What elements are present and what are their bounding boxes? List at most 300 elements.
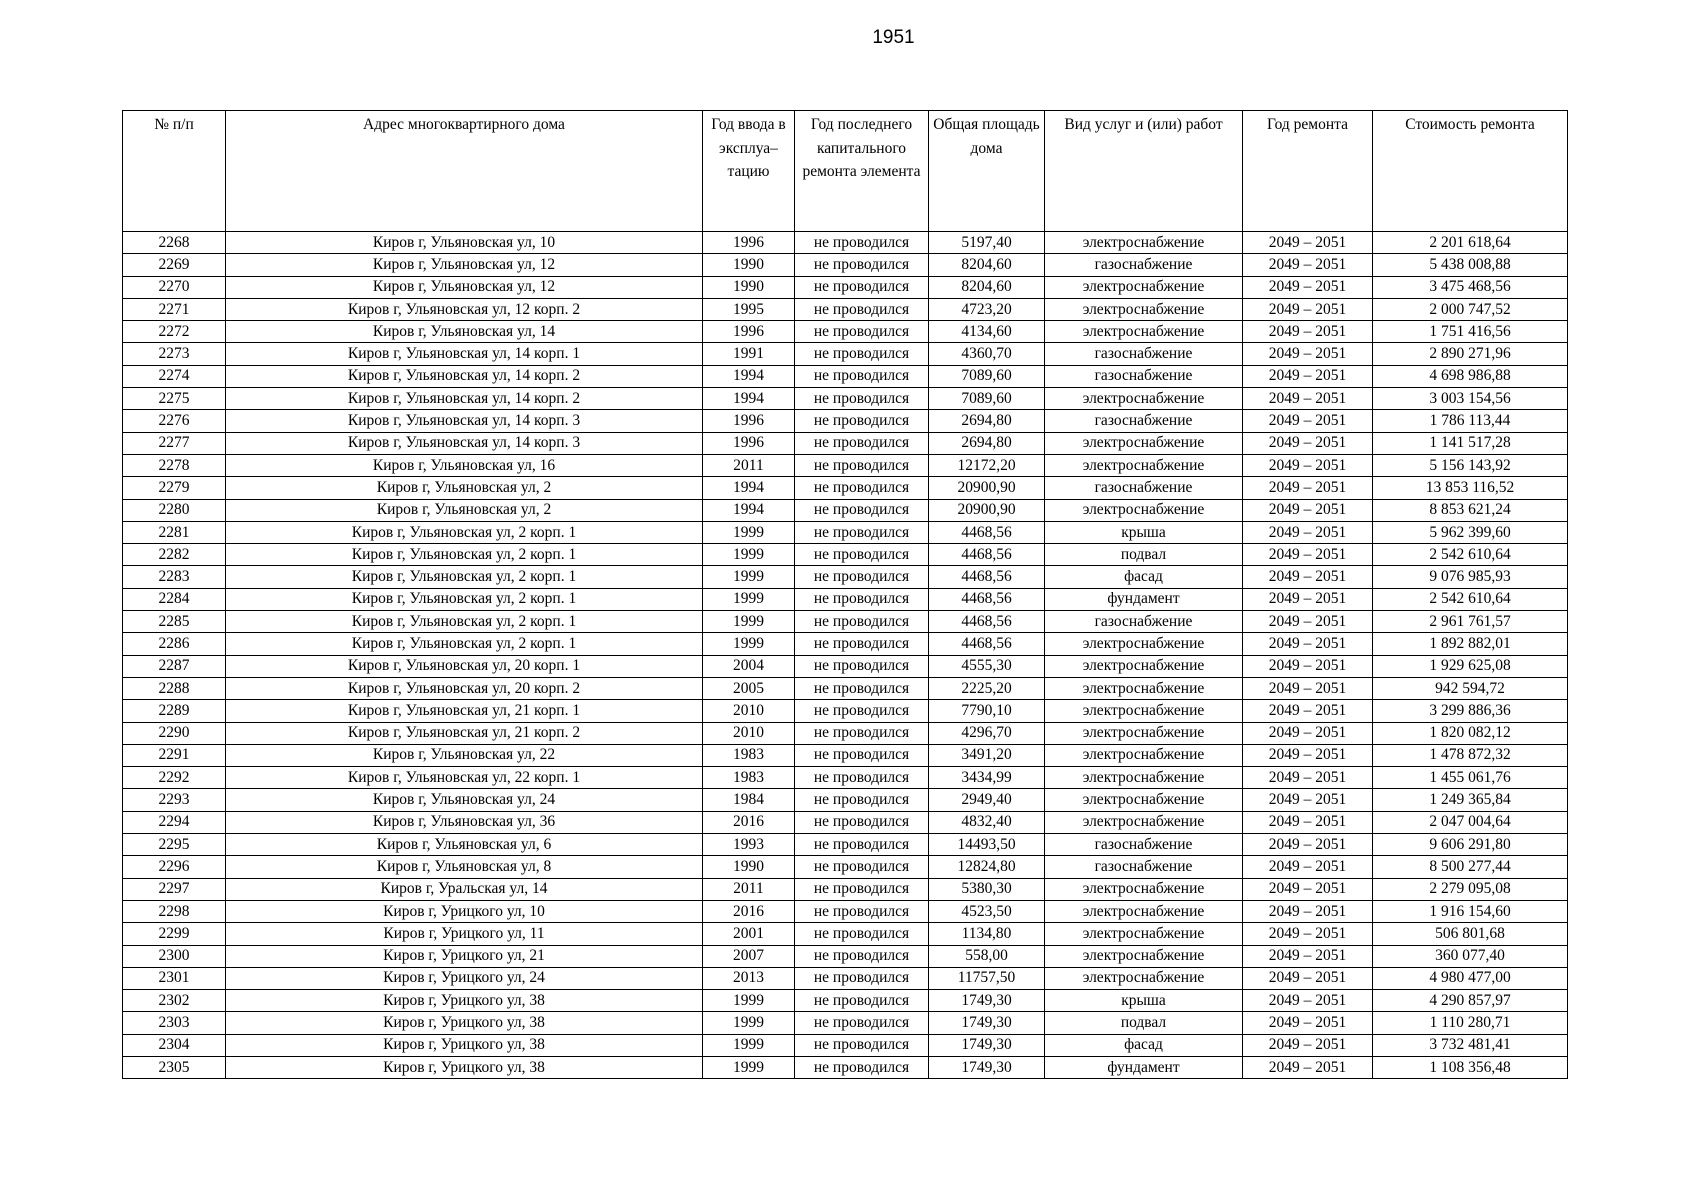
cell-service-type: электроснабжение [1045,900,1243,922]
cell-repair-cost: 5 962 399,60 [1373,521,1568,543]
cell-service-type: газоснабжение [1045,834,1243,856]
cell-row-number: 2276 [123,410,226,432]
cell-repair-cost: 8 500 277,44 [1373,856,1568,878]
cell-service-type: электроснабжение [1045,811,1243,833]
cell-row-number: 2293 [123,789,226,811]
cell-address: Киров г, Ульяновская ул, 22 корп. 1 [226,767,703,789]
cell-total-area: 7089,60 [929,388,1045,410]
cell-year-built: 1990 [703,254,795,276]
table-row [123,1012,1568,1034]
cell-last-repair: не проводился [795,990,929,1012]
table-row [123,388,1568,410]
cell-total-area: 8204,60 [929,254,1045,276]
table-row [123,811,1568,833]
cell-last-repair: не проводился [795,1012,929,1034]
repair-schedule-table [122,110,1568,1079]
cell-year-built: 1996 [703,232,795,254]
cell-address: Киров г, Ульяновская ул, 2 корп. 1 [226,633,703,655]
cell-service-type: подвал [1045,1012,1243,1034]
cell-address: Киров г, Урицкого ул, 24 [226,967,703,989]
table-row [123,722,1568,744]
cell-address: Киров г, Ульяновская ул, 14 [226,321,703,343]
cell-last-repair: не проводился [795,923,929,945]
cell-repair-years: 2049 – 2051 [1243,298,1373,320]
header-row-number: № п/п [123,111,226,232]
cell-row-number: 2284 [123,588,226,610]
cell-repair-years: 2049 – 2051 [1243,254,1373,276]
cell-address: Киров г, Ульяновская ул, 2 корп. 1 [226,566,703,588]
cell-year-built: 1994 [703,388,795,410]
cell-service-type: электроснабжение [1045,298,1243,320]
cell-repair-years: 2049 – 2051 [1243,588,1373,610]
table-row [123,945,1568,967]
cell-repair-years: 2049 – 2051 [1243,789,1373,811]
cell-total-area: 7089,60 [929,365,1045,387]
cell-service-type: электроснабжение [1045,945,1243,967]
cell-last-repair: не проводился [795,811,929,833]
cell-repair-cost: 1 892 882,01 [1373,633,1568,655]
cell-year-built: 1983 [703,744,795,766]
cell-address: Киров г, Урицкого ул, 21 [226,945,703,967]
cell-total-area: 4523,50 [929,900,1045,922]
cell-repair-cost: 506 801,68 [1373,923,1568,945]
cell-total-area: 5380,30 [929,878,1045,900]
header-repair-cost: Стоимость ремонта [1373,111,1568,232]
cell-year-built: 1994 [703,365,795,387]
table-row [123,744,1568,766]
cell-service-type: электроснабжение [1045,677,1243,699]
cell-year-built: 2005 [703,677,795,699]
header-total-area: Общая площадь дома [929,111,1045,232]
cell-total-area: 5197,40 [929,232,1045,254]
cell-total-area: 3491,20 [929,744,1045,766]
table-row [123,967,1568,989]
table-body [123,232,1568,1079]
cell-service-type: электроснабжение [1045,878,1243,900]
cell-repair-years: 2049 – 2051 [1243,611,1373,633]
cell-address: Киров г, Урицкого ул, 10 [226,900,703,922]
cell-year-built: 1999 [703,521,795,543]
cell-row-number: 2294 [123,811,226,833]
cell-repair-cost: 1 141 517,28 [1373,432,1568,454]
cell-service-type: газоснабжение [1045,410,1243,432]
cell-total-area: 2694,80 [929,410,1045,432]
cell-last-repair: не проводился [795,388,929,410]
table-row [123,789,1568,811]
cell-service-type: газоснабжение [1045,856,1243,878]
cell-row-number: 2272 [123,321,226,343]
cell-repair-cost: 360 077,40 [1373,945,1568,967]
table-row [123,633,1568,655]
cell-year-built: 1993 [703,834,795,856]
cell-address: Киров г, Ульяновская ул, 2 корп. 1 [226,521,703,543]
cell-row-number: 2275 [123,388,226,410]
cell-repair-cost: 1 108 356,48 [1373,1056,1568,1078]
cell-repair-years: 2049 – 2051 [1243,432,1373,454]
cell-address: Киров г, Ульяновская ул, 6 [226,834,703,856]
cell-service-type: электроснабжение [1045,432,1243,454]
table-row [123,856,1568,878]
cell-repair-cost: 2 542 610,64 [1373,544,1568,566]
cell-service-type: электроснабжение [1045,700,1243,722]
cell-repair-years: 2049 – 2051 [1243,521,1373,543]
cell-repair-cost: 1 249 365,84 [1373,789,1568,811]
cell-last-repair: не проводился [795,365,929,387]
cell-year-built: 2001 [703,923,795,945]
cell-service-type: газоснабжение [1045,611,1243,633]
table-row [123,343,1568,365]
cell-address: Киров г, Ульяновская ул, 22 [226,744,703,766]
cell-service-type: электроснабжение [1045,722,1243,744]
cell-total-area: 7790,10 [929,700,1045,722]
cell-year-built: 2011 [703,454,795,476]
cell-repair-years: 2049 – 2051 [1243,566,1373,588]
cell-repair-years: 2049 – 2051 [1243,1034,1373,1056]
cell-total-area: 4468,56 [929,544,1045,566]
cell-last-repair: не проводился [795,611,929,633]
cell-year-built: 1991 [703,343,795,365]
cell-repair-cost: 2 000 747,52 [1373,298,1568,320]
cell-row-number: 2289 [123,700,226,722]
cell-year-built: 1999 [703,588,795,610]
cell-last-repair: не проводился [795,744,929,766]
cell-row-number: 2271 [123,298,226,320]
cell-last-repair: не проводился [795,232,929,254]
table-row [123,521,1568,543]
cell-total-area: 4468,56 [929,633,1045,655]
table-row [123,410,1568,432]
cell-total-area: 4832,40 [929,811,1045,833]
table-row [123,677,1568,699]
cell-row-number: 2304 [123,1034,226,1056]
cell-repair-cost: 2 542 610,64 [1373,588,1568,610]
table-row [123,900,1568,922]
cell-repair-years: 2049 – 2051 [1243,454,1373,476]
cell-last-repair: не проводился [795,900,929,922]
cell-address: Киров г, Урицкого ул, 38 [226,1034,703,1056]
cell-row-number: 2298 [123,900,226,922]
cell-year-built: 1984 [703,789,795,811]
cell-total-area: 20900,90 [929,477,1045,499]
cell-total-area: 4360,70 [929,343,1045,365]
cell-total-area: 12172,20 [929,454,1045,476]
cell-last-repair: не проводился [795,722,929,744]
table-row [123,298,1568,320]
cell-repair-years: 2049 – 2051 [1243,365,1373,387]
cell-repair-years: 2049 – 2051 [1243,900,1373,922]
cell-total-area: 2949,40 [929,789,1045,811]
cell-total-area: 4468,56 [929,611,1045,633]
table-row [123,454,1568,476]
cell-last-repair: не проводился [795,878,929,900]
cell-year-built: 1996 [703,321,795,343]
cell-year-built: 2016 [703,900,795,922]
cell-repair-years: 2049 – 2051 [1243,811,1373,833]
header-address: Адрес многоквартирного дома [226,111,703,232]
header-repair-years: Год ремонта [1243,111,1373,232]
cell-repair-years: 2049 – 2051 [1243,499,1373,521]
cell-year-built: 1990 [703,856,795,878]
cell-service-type: подвал [1045,544,1243,566]
table-row [123,611,1568,633]
cell-total-area: 20900,90 [929,499,1045,521]
cell-row-number: 2286 [123,633,226,655]
cell-last-repair: не проводился [795,544,929,566]
cell-address: Киров г, Ульяновская ул, 14 корп. 1 [226,343,703,365]
page-number: 1951 [872,27,915,48]
table-row [123,990,1568,1012]
cell-total-area: 1134,80 [929,923,1045,945]
cell-repair-years: 2049 – 2051 [1243,544,1373,566]
cell-service-type: фасад [1045,1034,1243,1056]
table-row [123,477,1568,499]
cell-last-repair: не проводился [795,343,929,365]
cell-repair-cost: 1 786 113,44 [1373,410,1568,432]
cell-service-type: электроснабжение [1045,767,1243,789]
cell-last-repair: не проводился [795,499,929,521]
cell-address: Киров г, Ульяновская ул, 2 корп. 1 [226,611,703,633]
cell-repair-years: 2049 – 2051 [1243,388,1373,410]
table-row [123,834,1568,856]
cell-service-type: электроснабжение [1045,789,1243,811]
cell-last-repair: не проводился [795,700,929,722]
header-service-type: Вид услуг и (или) работ [1045,111,1243,232]
cell-repair-cost: 1 820 082,12 [1373,722,1568,744]
cell-year-built: 2010 [703,722,795,744]
header-year-built: Год ввода в эксплуа– тацию [703,111,795,232]
cell-row-number: 2302 [123,990,226,1012]
cell-repair-cost: 1 916 154,60 [1373,900,1568,922]
cell-row-number: 2282 [123,544,226,566]
cell-year-built: 2013 [703,967,795,989]
cell-row-number: 2300 [123,945,226,967]
cell-repair-cost: 1 929 625,08 [1373,655,1568,677]
cell-last-repair: не проводился [795,856,929,878]
cell-service-type: крыша [1045,521,1243,543]
cell-year-built: 1995 [703,298,795,320]
cell-address: Киров г, Ульяновская ул, 14 корп. 3 [226,410,703,432]
cell-service-type: электроснабжение [1045,744,1243,766]
cell-repair-cost: 9 606 291,80 [1373,834,1568,856]
cell-last-repair: не проводился [795,454,929,476]
cell-total-area: 1749,30 [929,1012,1045,1034]
cell-repair-years: 2049 – 2051 [1243,856,1373,878]
cell-address: Киров г, Ульяновская ул, 21 корп. 1 [226,700,703,722]
cell-total-area: 4134,60 [929,321,1045,343]
cell-total-area: 1749,30 [929,1034,1045,1056]
cell-year-built: 1999 [703,633,795,655]
cell-year-built: 2010 [703,700,795,722]
cell-last-repair: не проводился [795,834,929,856]
cell-last-repair: не проводился [795,276,929,298]
table-row [123,1056,1568,1078]
cell-row-number: 2283 [123,566,226,588]
table-row [123,878,1568,900]
cell-last-repair: не проводился [795,566,929,588]
cell-repair-cost: 2 047 004,64 [1373,811,1568,833]
cell-last-repair: не проводился [795,254,929,276]
table-row [123,588,1568,610]
cell-repair-years: 2049 – 2051 [1243,321,1373,343]
cell-service-type: фундамент [1045,588,1243,610]
cell-total-area: 11757,50 [929,967,1045,989]
cell-last-repair: не проводился [795,633,929,655]
cell-service-type: электроснабжение [1045,388,1243,410]
cell-address: Киров г, Урицкого ул, 38 [226,1056,703,1078]
cell-repair-years: 2049 – 2051 [1243,744,1373,766]
cell-service-type: газоснабжение [1045,477,1243,499]
cell-year-built: 1999 [703,544,795,566]
cell-repair-years: 2049 – 2051 [1243,967,1373,989]
cell-address: Киров г, Ульяновская ул, 2 [226,499,703,521]
cell-service-type: электроснабжение [1045,454,1243,476]
cell-repair-years: 2049 – 2051 [1243,410,1373,432]
cell-repair-cost: 3 732 481,41 [1373,1034,1568,1056]
cell-total-area: 1749,30 [929,1056,1045,1078]
cell-address: Киров г, Ульяновская ул, 12 корп. 2 [226,298,703,320]
cell-row-number: 2273 [123,343,226,365]
cell-repair-cost: 4 290 857,97 [1373,990,1568,1012]
cell-service-type: фундамент [1045,1056,1243,1078]
cell-repair-years: 2049 – 2051 [1243,923,1373,945]
header-last-repair: Год последнего капитального ремонта элемента [795,111,929,232]
cell-row-number: 2281 [123,521,226,543]
table-header-row [123,111,1568,232]
cell-year-built: 1994 [703,477,795,499]
cell-address: Киров г, Ульяновская ул, 12 [226,276,703,298]
cell-repair-cost: 942 594,72 [1373,677,1568,699]
cell-last-repair: не проводился [795,655,929,677]
cell-address: Киров г, Ульяновская ул, 20 корп. 1 [226,655,703,677]
cell-repair-years: 2049 – 2051 [1243,677,1373,699]
cell-repair-years: 2049 – 2051 [1243,700,1373,722]
cell-address: Киров г, Ульяновская ул, 10 [226,232,703,254]
cell-total-area: 4296,70 [929,722,1045,744]
cell-total-area: 14493,50 [929,834,1045,856]
cell-address: Киров г, Ульяновская ул, 2 корп. 1 [226,544,703,566]
cell-row-number: 2297 [123,878,226,900]
cell-repair-cost: 5 438 008,88 [1373,254,1568,276]
cell-address: Киров г, Ульяновская ул, 14 корп. 3 [226,432,703,454]
cell-row-number: 2303 [123,1012,226,1034]
cell-last-repair: не проводился [795,945,929,967]
table-row [123,1034,1568,1056]
cell-repair-cost: 9 076 985,93 [1373,566,1568,588]
cell-row-number: 2278 [123,454,226,476]
cell-service-type: электроснабжение [1045,967,1243,989]
cell-last-repair: не проводился [795,588,929,610]
cell-repair-years: 2049 – 2051 [1243,477,1373,499]
cell-address: Киров г, Ульяновская ул, 8 [226,856,703,878]
cell-address: Киров г, Ульяновская ул, 2 корп. 1 [226,588,703,610]
cell-repair-years: 2049 – 2051 [1243,767,1373,789]
cell-row-number: 2285 [123,611,226,633]
cell-row-number: 2305 [123,1056,226,1078]
cell-year-built: 2016 [703,811,795,833]
cell-row-number: 2292 [123,767,226,789]
cell-service-type: электроснабжение [1045,923,1243,945]
cell-repair-cost: 1 478 872,32 [1373,744,1568,766]
table-row [123,767,1568,789]
cell-repair-cost: 3 475 468,56 [1373,276,1568,298]
cell-address: Киров г, Ульяновская ул, 14 корп. 2 [226,388,703,410]
cell-repair-cost: 2 279 095,08 [1373,878,1568,900]
cell-address: Киров г, Урицкого ул, 11 [226,923,703,945]
cell-service-type: газоснабжение [1045,254,1243,276]
cell-repair-years: 2049 – 2051 [1243,1012,1373,1034]
cell-year-built: 1999 [703,566,795,588]
cell-row-number: 2290 [123,722,226,744]
cell-row-number: 2274 [123,365,226,387]
cell-last-repair: не проводился [795,1056,929,1078]
cell-repair-cost: 1 751 416,56 [1373,321,1568,343]
cell-repair-years: 2049 – 2051 [1243,834,1373,856]
cell-repair-cost: 4 980 477,00 [1373,967,1568,989]
table-row [123,276,1568,298]
table-row [123,321,1568,343]
cell-total-area: 558,00 [929,945,1045,967]
cell-repair-years: 2049 – 2051 [1243,276,1373,298]
cell-last-repair: не проводился [795,967,929,989]
cell-repair-cost: 1 110 280,71 [1373,1012,1568,1034]
cell-year-built: 2004 [703,655,795,677]
table-row [123,254,1568,276]
cell-total-area: 4555,30 [929,655,1045,677]
cell-total-area: 2225,20 [929,677,1045,699]
cell-service-type: фасад [1045,566,1243,588]
cell-repair-cost: 3 299 886,36 [1373,700,1568,722]
cell-service-type: электроснабжение [1045,655,1243,677]
table-row [123,923,1568,945]
cell-service-type: электроснабжение [1045,276,1243,298]
cell-repair-years: 2049 – 2051 [1243,878,1373,900]
cell-last-repair: не проводился [795,789,929,811]
cell-repair-years: 2049 – 2051 [1243,945,1373,967]
cell-row-number: 2269 [123,254,226,276]
cell-last-repair: не проводился [795,321,929,343]
cell-service-type: газоснабжение [1045,343,1243,365]
cell-total-area: 4723,20 [929,298,1045,320]
cell-last-repair: не проводился [795,432,929,454]
cell-row-number: 2301 [123,967,226,989]
cell-repair-cost: 1 455 061,76 [1373,767,1568,789]
table-row [123,700,1568,722]
cell-year-built: 1983 [703,767,795,789]
cell-repair-years: 2049 – 2051 [1243,1056,1373,1078]
table-row [123,566,1568,588]
cell-service-type: крыша [1045,990,1243,1012]
cell-year-built: 1999 [703,990,795,1012]
table-row [123,499,1568,521]
cell-last-repair: не проводился [795,767,929,789]
cell-repair-years: 2049 – 2051 [1243,232,1373,254]
table-row [123,365,1568,387]
cell-repair-years: 2049 – 2051 [1243,722,1373,744]
cell-repair-cost: 2 890 271,96 [1373,343,1568,365]
cell-total-area: 4468,56 [929,588,1045,610]
cell-repair-cost: 2 201 618,64 [1373,232,1568,254]
cell-row-number: 2288 [123,677,226,699]
cell-row-number: 2270 [123,276,226,298]
cell-repair-cost: 4 698 986,88 [1373,365,1568,387]
cell-row-number: 2279 [123,477,226,499]
cell-total-area: 12824,80 [929,856,1045,878]
cell-year-built: 1999 [703,1012,795,1034]
cell-total-area: 4468,56 [929,521,1045,543]
cell-address: Киров г, Ульяновская ул, 14 корп. 2 [226,365,703,387]
cell-row-number: 2295 [123,834,226,856]
cell-service-type: электроснабжение [1045,232,1243,254]
